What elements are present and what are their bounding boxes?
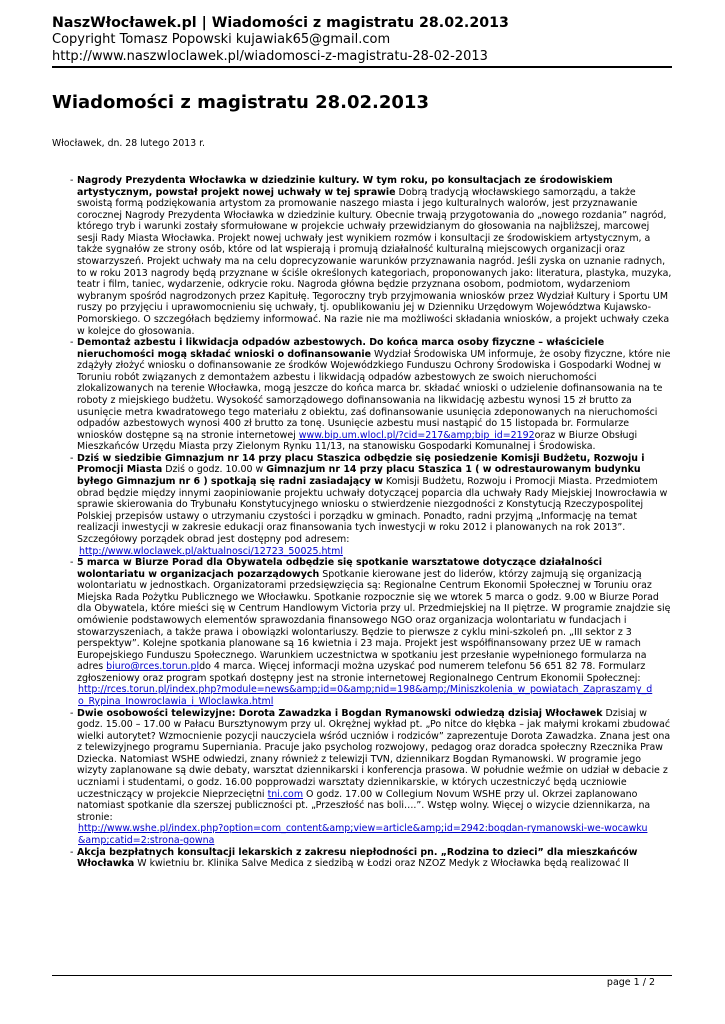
email-link[interactable]: biuro@rces.torun.pl [106,661,200,673]
item-body-tail: do 4 marca. Więcej informacji można uzyskać pod numerem telefonu 56 651 82 78. Formularz zgłoszeniowy oraz program spotkań dostępny jest na stronie internetowej Regionalnego Centrum Ekonomii Społecznej: [77,661,646,684]
header-divider [52,66,672,68]
item-body: Dobrą tradycją włocławskiego samorządu, a także swoistą formą podziękowania artystom za promowanie naszego miasta i jego kulturalnych walorów, jest przyznawanie corocznej Nagrody Prezydenta Włocławka w dziedzinie kultury. Obecnie trwają przygotowania do „nowego rozdania” nagród, którego tryb i warunki zostały sformułowane w projekcie uchwały przewidzianym do głosowania na najbliższej, marcowej sesji Rady Miasta Włocławka. Projekt nowej uchwały jest wynikiem rozmów i konsultacji ze środowiskiem artystycznym, a także sygnałów ze strony osób, które od lat wspierają i promują działalność kulturalną miejscowych organizacji oraz stowarzyszeń. Projekt uchwały ma na celu doprecyzowanie warunków przyznawania nagród. Jeśli zyska on uznanie radnych, to w roku 2013 nagrody będą przyznane w ściśle określonych kategoriach, proponowanych jako: literatura, plastyka, muzyka, teatr i film, taniec, wydarzenie, odkrycie roku. Nagroda główna będzie przyznana osobom, podmiotom, wydarzeniom wybranym spośród nagrodzonych przez Kapitułę. Tegoroczny tryb przyjmowania wniosków przez Wydział Kultury i Sportu UM ruszy po przyjęciu i uprawomocnieniu się uchwały, tj. opublikowaniu jej w Dzienniku Urzędowym Województwa Kujawsko-Pomorskiego. O szczegółach będziemy informować. Na razie nie ma możliwości składania wniosków, a projekt uchwały czeka w kolejce do głosowania. [77,186,672,337]
list-bullet: - [70,846,74,858]
item-heading-2: Gimnazjum nr 14 przy placu Staszica 1 ( w odrestaurowanym budynku byłego Gimnazjum nr 6 ) spotkają się radni zasiadający w [77,464,641,488]
item-body-tail: oraz w Biurze Obsługi Mieszkańców Urzędu Miasta przy Zielonym Rynku 11/13, na stanowisku Gospodarki Komunalnej i Środowiska. [77,429,638,453]
date-line: Włocławek, dn. 28 lutego 2013 r. [52,138,206,149]
list-item-culture-awards [70,175,672,337]
wshe-link-part-1: http://www.wshe.pl/index.php?option=com_content&amp;view=article&amp;id=2942:bogdan-rymanowski-we-wocawku [78,823,648,835]
article-title: Wiadomości z magistratu 28.02.2013 [52,92,429,113]
news-list [70,175,672,870]
item-body: Dzisiaj w godz. 15.00 – 17.00 w Pałacu Bursztynowym przy ul. Okrężnej wykład pt. „Po nitce do kłębka – jak małymi krokami zbudować wielki autorytet? Wzmocnienie pozycji nauczyciela wśród uczniów i rodziców” zaprezentuje Dorota Zawadzka. Znana jest ona z telewizyjnego programu Superniania. Pracuje jako psycholog rozwojowy, pedagog oraz doradca społeczny Rzecznika Praw Dziecka. Natomiast WSHE odwiedzi, znany również z telewizji TVN, dziennikarz Bogdan Rymanowski. W programie jego wizyty zaplanowane są dwie debaty, warsztat dziennikarski i konferencja prasowa. W południe weźmie on udział w debacie z uczniami i studentami, o godz. 16.00 popprowadzi warsztaty dziennikarskie, w których uczestniczyć będą uczniowie uczestniczący w projekcie Nieprzeciętni [77,707,671,800]
list-item-fertility-consultations [70,847,672,870]
item-body: Komisji Budżetu, Rozwoju i Promocji Miasta. Przedmiotem obrad będzie między innymi zaopiniowanie projektu uchwały dotyczącej poparcia dla uchwały Rady Miejskiej Inowrocławia w sprawie skierowania do Trybunału Konstytucyjnego wniosku o stwierdzenie niezgodności z Konstytucją Rzeczypospolitej Polskiej przepisów ustawy o utrzymaniu czystości i porządku w gminach. Ponadto, radni przyjmą „Informację na temat realizacji inwestycji w zakresie edukacji oraz finansowania tych inwestycji w roku 2012 i planowanych na rok 2013”. Szczegółowy porządek obrad jest dostępny pod adresem: [77,476,668,545]
list-bullet: - [70,337,74,349]
source-url: http://www.naszwloclawek.pl/wiadomosci-z-magistratu-28-02-2013 [52,48,488,64]
wshe-link[interactable] [77,823,672,846]
list-bullet: - [70,557,74,569]
item-heading: 5 marca w Biurze Porad dla Obywatela odbędzie się spotkanie warsztatowe dotyczące działalności wolontariatu w organizacjach pozarządowych [77,557,603,580]
item-body-tail: O godz. 17.00 w Collegium Novum WSHE przy ul. Okrzei zaplanowano natomiast spotkanie dla szerszej publiczności pt. „Przeszłość nas boli….”. Wstęp wolny. Więcej o wizycie dziennikarza, na stronie: [77,788,651,823]
rces-link[interactable] [77,684,672,707]
agenda-link[interactable]: http://www.wloclawek.pl/aktualnosci/12723_50025.html [79,545,343,557]
footer-divider [52,975,672,976]
list-bullet: - [70,452,74,464]
list-item-budget-committee [70,453,672,557]
site-title: NaszWłocławek.pl | Wiadomości z magistratu 28.02.2013 [52,15,509,31]
item-body: Wydział Środowiska UM informuje, że osoby fizyczne, które nie zdążyły złożyć wniosku o dofinansowanie ze środków Wojewódzkiego Funduszu Ochrony Środowiska i Gospodarki Wodnej w Toruniu robót związanych z demontażem azbestu i likwidacją odpadów azbestowych ze swoich nieruchomości zlokalizowanych na terenie Włocławka, mogą jeszcze do końca marca br. składać wnioski o udzielenie dofinansowania na te roboty z miejskiego budżetu. Wysokość samorządowego dofinansowania na likwidację azbestu wynosi 15 zł brutto za usunięcie metra kwadratowego tego materiału z obiektu, zaś dofinansowanie usunięcia zdeponowanych na nieruchomości odpadów azbestowych wynosi 400 zł brutto za tonę. Usunięcie azbestu musi nastąpić do 15 listopada br. Formularze wniosków dostępne są na stronie internetowej [77,348,671,441]
list-item-volunteering-workshop [70,557,672,708]
item-body: Spotkanie kierowane jest do liderów, którzy zajmują się organizacją wolontariatu w jednostkach. Organizatorami przedsięwzięcia są: Regionalne Centrum Ekonomii Społecznej w Toruniu oraz Miejska Rada Pożytku Publicznego we Włocławku. Spotkanie rozpocznie się we wtorek 5 marca o godz. 9.00 w Biurze Porad dla Obywatela, które mieści się w Centrum Handlowym Victoria przy ul. Przedmiejskiej na II piętrze. W programie znajdzie się omówienie podstawowych elementów sprawozdania finansowego NGO oraz organizacja wolontariatu w fundacjach i stowarzyszeniach, a także prawa i obowiązki wolontariuszy. Będzie to pierwsze z cyklu mini-szkoleń pn. „III sektor z 3 perspektyw”. Kolejne spotkania planowane są 16 kwietnia i 23 maja. Projekt jest współfinansowany przez UE w ramach Europejskiego Funduszu Społecznego. Warunkiem uczestnictwa w spotkaniu jest przesłanie wypełnionego formularza na adres [77,568,671,673]
item-heading: Akcja bezpłatnych konsultacji lekarskich z zakresu niepłodności pn. „Rodzina to dzieci” dla mieszkańców Włocławka [77,846,638,870]
page-number: page 1 / 2 [606,977,655,988]
item-heading: Dziś w siedzibie Gimnazjum nr 14 przy placu Staszica odbędzie się posiedzenie Komisji Budżetu, Rozwoju i Promocji Miasta [77,452,645,476]
tni-link[interactable]: tni.com [267,788,304,800]
wshe-link-part-2: &amp;catid=2:strona-gowna [78,834,215,846]
page-header [52,14,672,65]
item-heading: Demontaż azbestu i likwidacja odpadów azbestowych. Do końca marca osoby fizyczne – właściciele nieruchomości mogą składać wnioski o dofinansowanie [77,337,605,360]
list-bullet: - [70,175,74,186]
list-bullet: - [70,707,74,719]
item-heading: Dwie osobowości telewizyjne: Dorota Zawadzka i Bogdan Rymanowski odwiedzą dzisiaj Włocławek [77,707,603,719]
rces-link-part-2: o_Rypina_Inowroclawia_i_Wloclawka.html [78,696,274,708]
list-item-asbestos [70,337,672,453]
bip-link[interactable]: www.bip.um.wlocl.pl/?cid=217&amp;bip_id=2192 [298,429,535,441]
copyright-line: Copyright Tomasz Popowski kujawiak65@gmail.com [52,32,391,47]
item-body: W kwietniu br. Klinika Salve Medica z siedzibą w Łodzi oraz NZOZ Medyk z Włocławka będą realizować II [134,858,629,870]
item-body-mid: Dziś o godz. 10.00 w [162,464,267,476]
item-heading: Nagrody Prezydenta Włocławka w dziedzinie kultury. W tym roku, po konsultacjach ze środowiskiem artystycznym, powstał projekt nowej uchwały w tej sprawie [77,175,613,198]
rces-link-part-1: http://rces.torun.pl/index.php?module=news&amp;id=0&amp;nid=198&amp;/Miniszkolenia_w_powiatach_Zapraszamy_d [78,684,653,696]
list-item-tv-personalities [70,708,672,847]
